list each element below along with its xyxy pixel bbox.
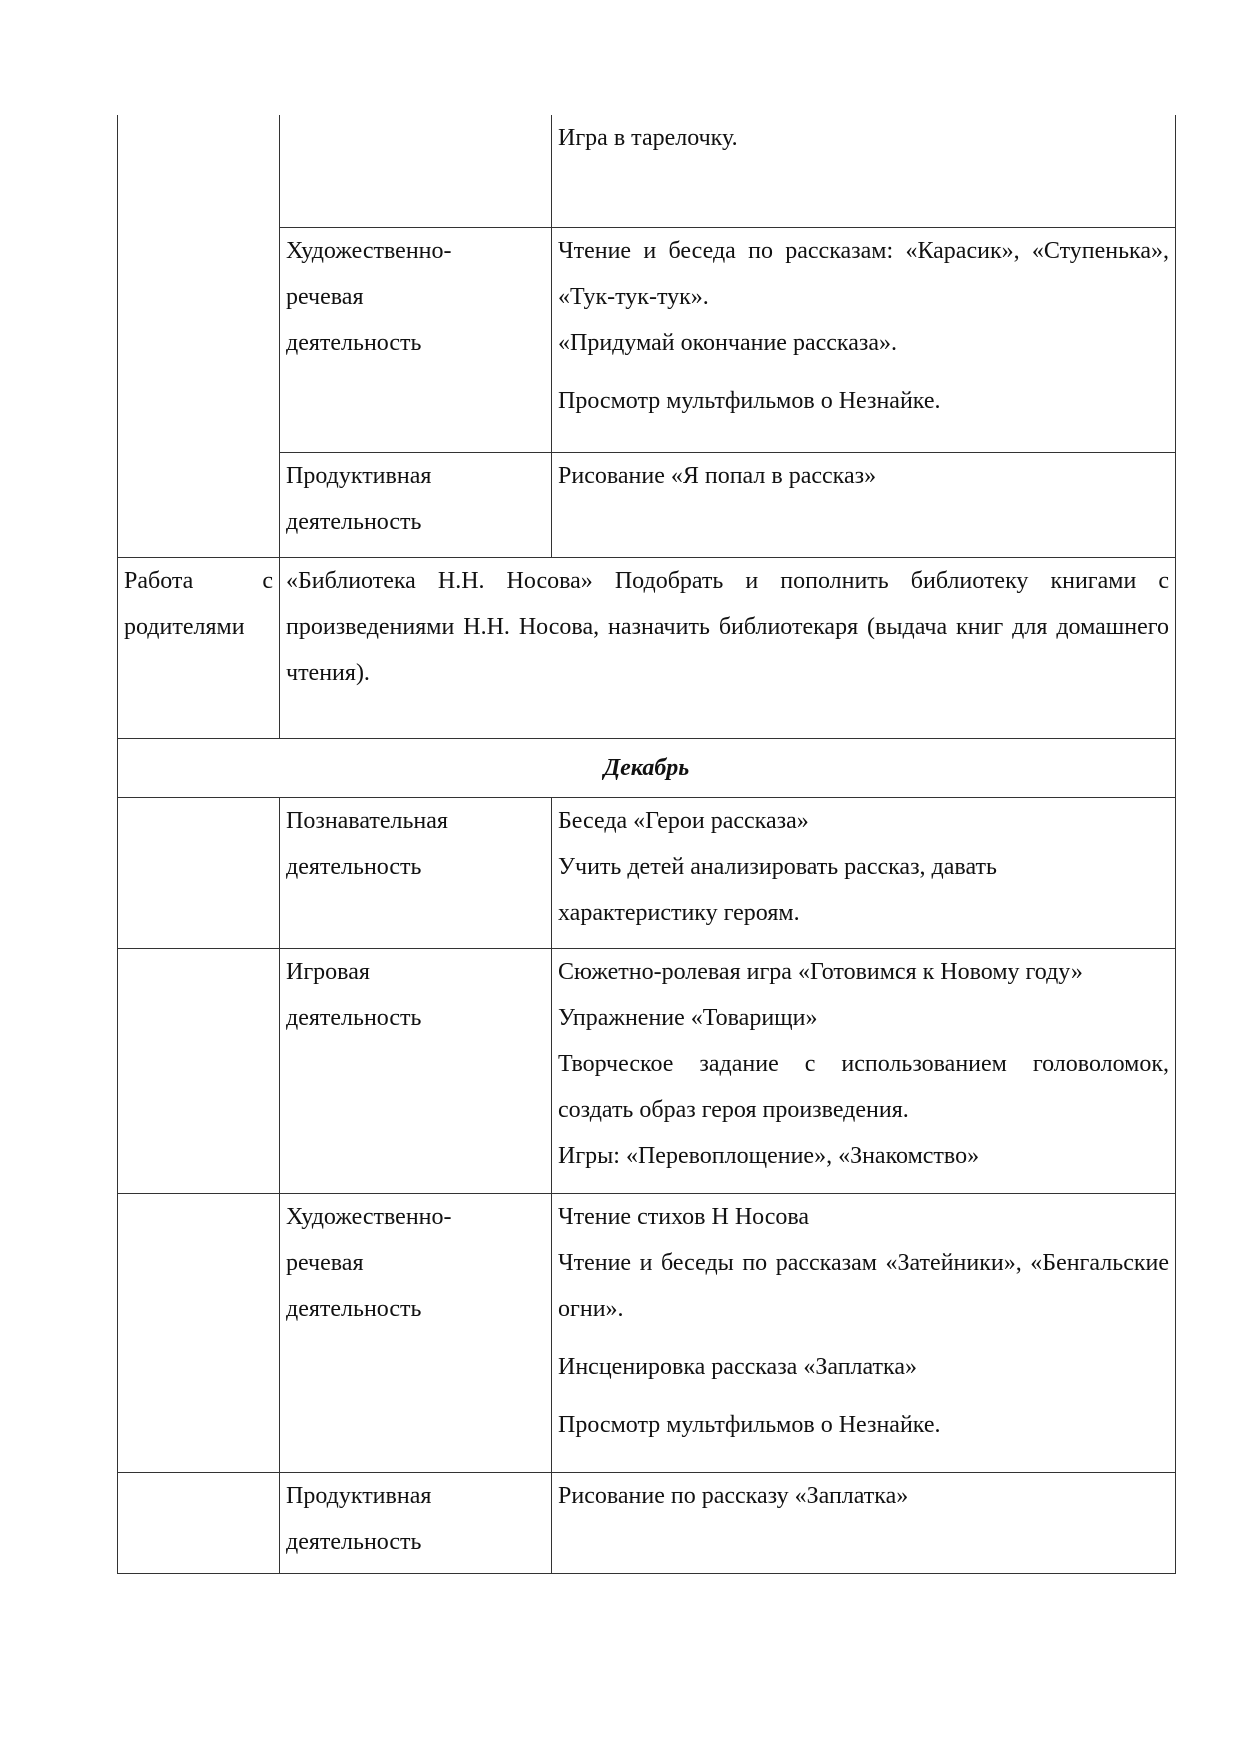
content-cell [552,115,1176,228]
activity-line: Познавательная [286,808,448,834]
activity-line: речевая [286,1250,364,1276]
content-line: Сюжетно-ролевая игра «Готовимся к Новому году» [558,959,1083,985]
content-line: Упражнение «Товарищи» [558,1005,818,1031]
activity-line: деятельность [286,1296,422,1322]
activity-cell [280,1194,552,1473]
activity-line: Художественно- [286,1204,452,1230]
activity-line: Продуктивная [286,463,432,489]
program-table [117,115,1176,1574]
activity-line: Продуктивная [286,1483,432,1509]
content-line: Рисование «Я попал в рассказ» [558,463,877,489]
parents-label: Работа с родителями [124,568,273,640]
section-cell [118,949,280,1194]
activity-line: деятельность [286,509,422,535]
activity-line: деятельность [286,330,422,356]
table-row [118,115,1176,228]
activity-cell [280,1473,552,1574]
content-line: характеристику героям. [558,900,800,926]
activity-line: деятельность [286,1529,422,1555]
content-paragraph: Чтение и беседы по рассказам «Затейники», «Бенгальские огни». [558,1250,1169,1322]
content-cell [552,453,1176,558]
content-line: Инсценировка рассказа «Заплатка» [558,1354,917,1380]
activity-line: речевая [286,284,364,310]
table-row [118,1194,1176,1473]
content-cell [552,798,1176,949]
content-line: «Придумай окончание рассказа». [558,330,897,356]
activity-cell [280,115,552,228]
table-row [118,558,1176,739]
content-line: Просмотр мультфильмов о Незнайке. [558,1412,941,1438]
activity-cell [280,949,552,1194]
content-line: Игра в тарелочку. [558,125,738,151]
content-cell [552,228,1176,453]
table-row [118,1473,1176,1574]
content-cell [552,1194,1176,1473]
section-cell [118,1473,280,1574]
content-line: Просмотр мультфильмов о Незнайке. [558,388,941,414]
content-line: Беседа «Герои рассказа» [558,808,809,834]
content-line: Чтение стихов Н Носова [558,1204,810,1230]
activity-cell [280,453,552,558]
activity-cell [280,228,552,453]
activity-line: Художественно- [286,238,452,264]
activity-line: деятельность [286,854,422,880]
parents-text: «Библиотека Н.Н. Носова» Подобрать и пополнить библиотеку книгами с произведениями Н.Н. Носова, назначить библиотекаря (выдача книг для домашнего чтения). [286,568,1169,686]
content-line: Рисование по рассказу «Заплатка» [558,1483,909,1509]
activity-cell [280,798,552,949]
section-cell [118,1194,280,1473]
parents-label-cell [118,558,280,739]
section-cell [118,798,280,949]
content-line: Игры: «Перевоплощение», «Знакомство» [558,1143,980,1169]
content-paragraph: Творческое задание с использованием головоломок, создать образ героя произведения. [558,1051,1169,1123]
activity-line: Игровая [286,959,370,985]
section-cell [118,115,280,558]
table-row [118,798,1176,949]
content-cell [552,1473,1176,1574]
parents-content-cell [280,558,1176,739]
month-header: Декабрь [118,739,1176,798]
content-cell [552,949,1176,1194]
table-row [118,949,1176,1194]
table-row [118,739,1176,798]
content-paragraph: Чтение и беседа по рассказам: «Карасик», «Ступенька», «Тук-тук-тук». [558,238,1169,310]
activity-line: деятельность [286,1005,422,1031]
content-line: Учить детей анализировать рассказ, давать [558,854,997,880]
